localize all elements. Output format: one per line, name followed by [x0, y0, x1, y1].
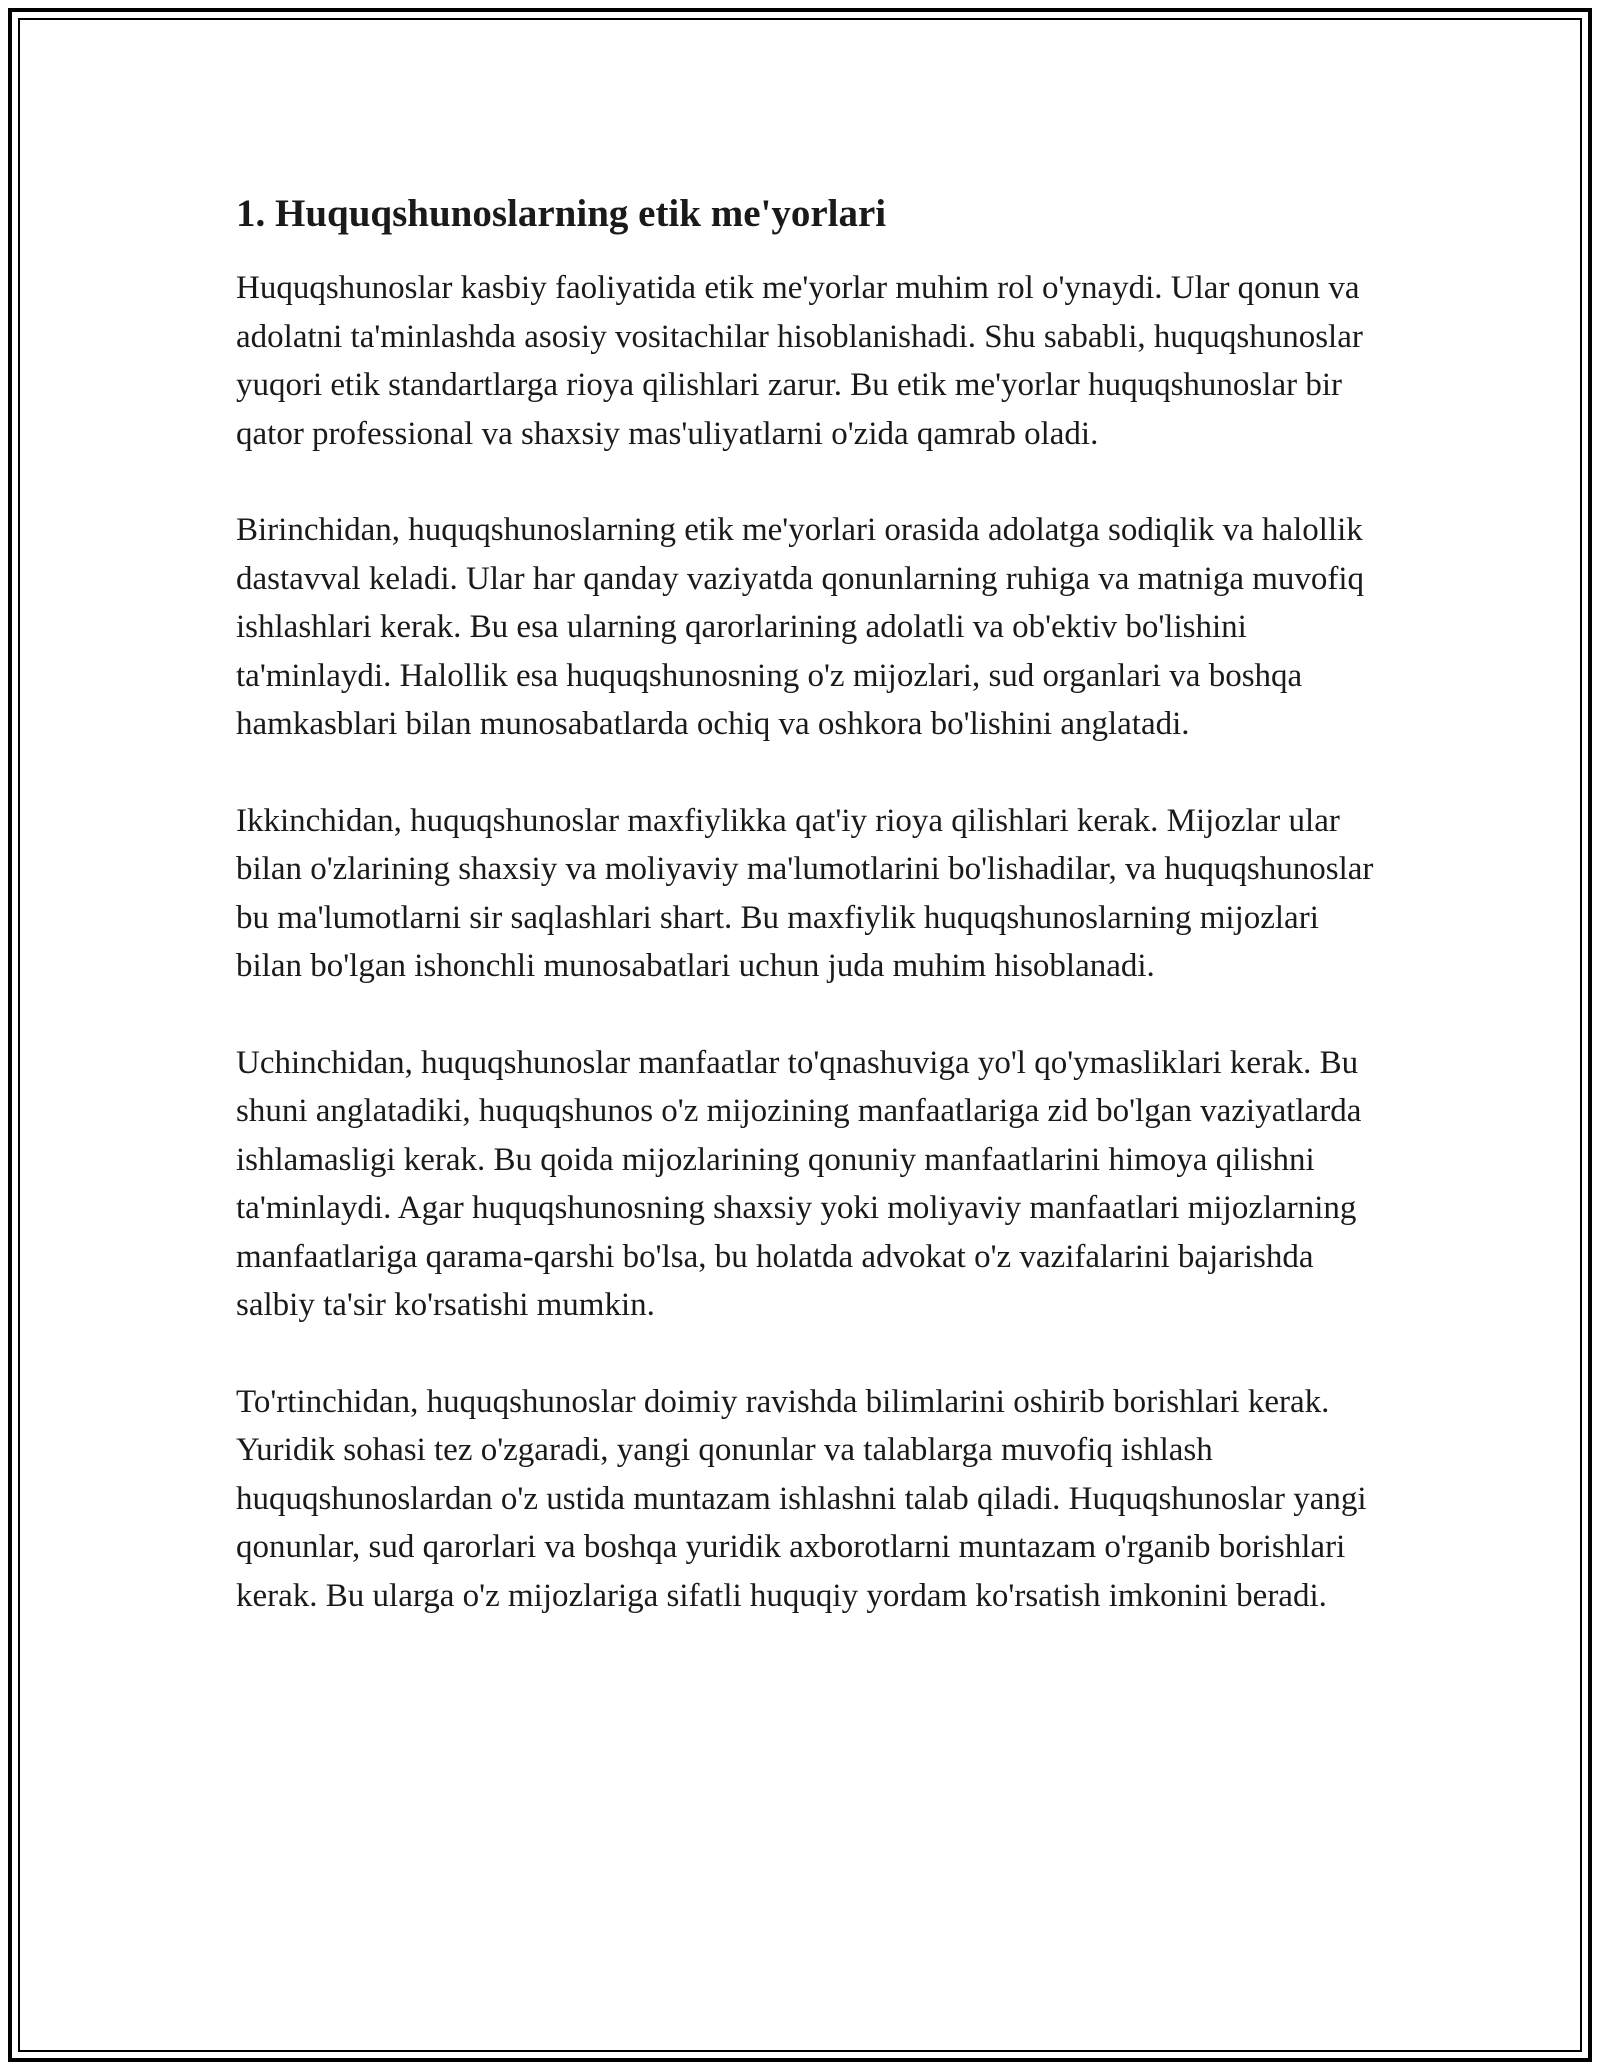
document-body — [236, 188, 1376, 1620]
paragraph-intro: Huquqshunoslar kasbiy faoliyatida etik me'yorlar muhim rol o'ynaydi. Ular qonun va adolatni ta'minlashda asosiy vositachilar hisoblanishadi. Shu sababli, huquqshunoslar yuqori etik standartlarga rioya qilishlari zarur. Bu etik me'yorlar huquqshunoslar bir qator professional va shaxsiy mas'uliyatlarni o'zida qamrab oladi. — [236, 270, 1363, 452]
paragraph-second-point: Ikkinchidan, huquqshunoslar maxfiylikka qat'iy rioya qilishlari kerak. Mijozlar ular bilan o'zlarining shaxsiy va moliyaviy ma'lumotlarini bo'lishadilar, va huquqshunoslar bu ma'lumotlarni sir saqlashlari shart. Bu maxfiylik huquqshunoslarning mijozlari bilan bo'lgan ishonchli munosabatlari uchun juda muhim hisoblanadi. — [236, 802, 1374, 984]
paragraph-third-point: Uchinchidan, huquqshunoslar manfaatlar to'qnashuviga yo'l qo'ymasliklari kerak. Bu shuni anglatadiki, huquqshunos o'z mijozining manfaatlariga zid bo'lgan vaziyatlarda ishlamasligi kerak. Bu qoida mijozlarining qonuniy manfaatlarini himoya qilishni ta'minlaydi. Agar huquqshunosning shaxsiy yoki moliyaviy manfaatlari mijozlarning manfaatlariga qarama-qarshi bo'lsa, bu holatda advokat o'z vazifalarini bajarishda salbiy ta'sir ko'rsatishi mumkin. — [236, 1044, 1362, 1323]
paragraph-first-point: Birinchidan, huquqshunoslarning etik me'yorlari orasida adolatga sodiqlik va halollik dastavval keladi. Ular har qanday vaziyatda qonunlarning ruhiga va matniga muvofiq ishlashlari kerak. Bu esa ularning qarorlarining adolatli va ob'ektiv bo'lishini ta'minlaydi. Halollik esa huquqshunosning o'z mijozlari, sud organlari va boshqa hamkasblari bilan munosabatlarda ochiq va oshkora bo'lishini anglatadi. — [236, 512, 1365, 742]
paragraph-fourth-point: To'rtinchidan, huquqshunoslar doimiy ravishda bilimlarini oshirib borishlari kerak. Yuridik sohasi tez o'zgaradi, yangi qonunlar va talablarga muvofiq ishlash huquqshunoslardan o'z ustida muntazam ishlashni talab qiladi. Huquqshunoslar yangi qonunlar, sud qarorlari va boshqa yuridik axborotlarni muntazam o'rganib borishlari kerak. Bu ularga o'z mijozlariga sifatli huquqiy yordam ko'rsatish imkonini beradi. — [236, 1383, 1367, 1614]
document-title: 1. Huquqshunoslarning etik me'yorlari — [236, 192, 887, 235]
